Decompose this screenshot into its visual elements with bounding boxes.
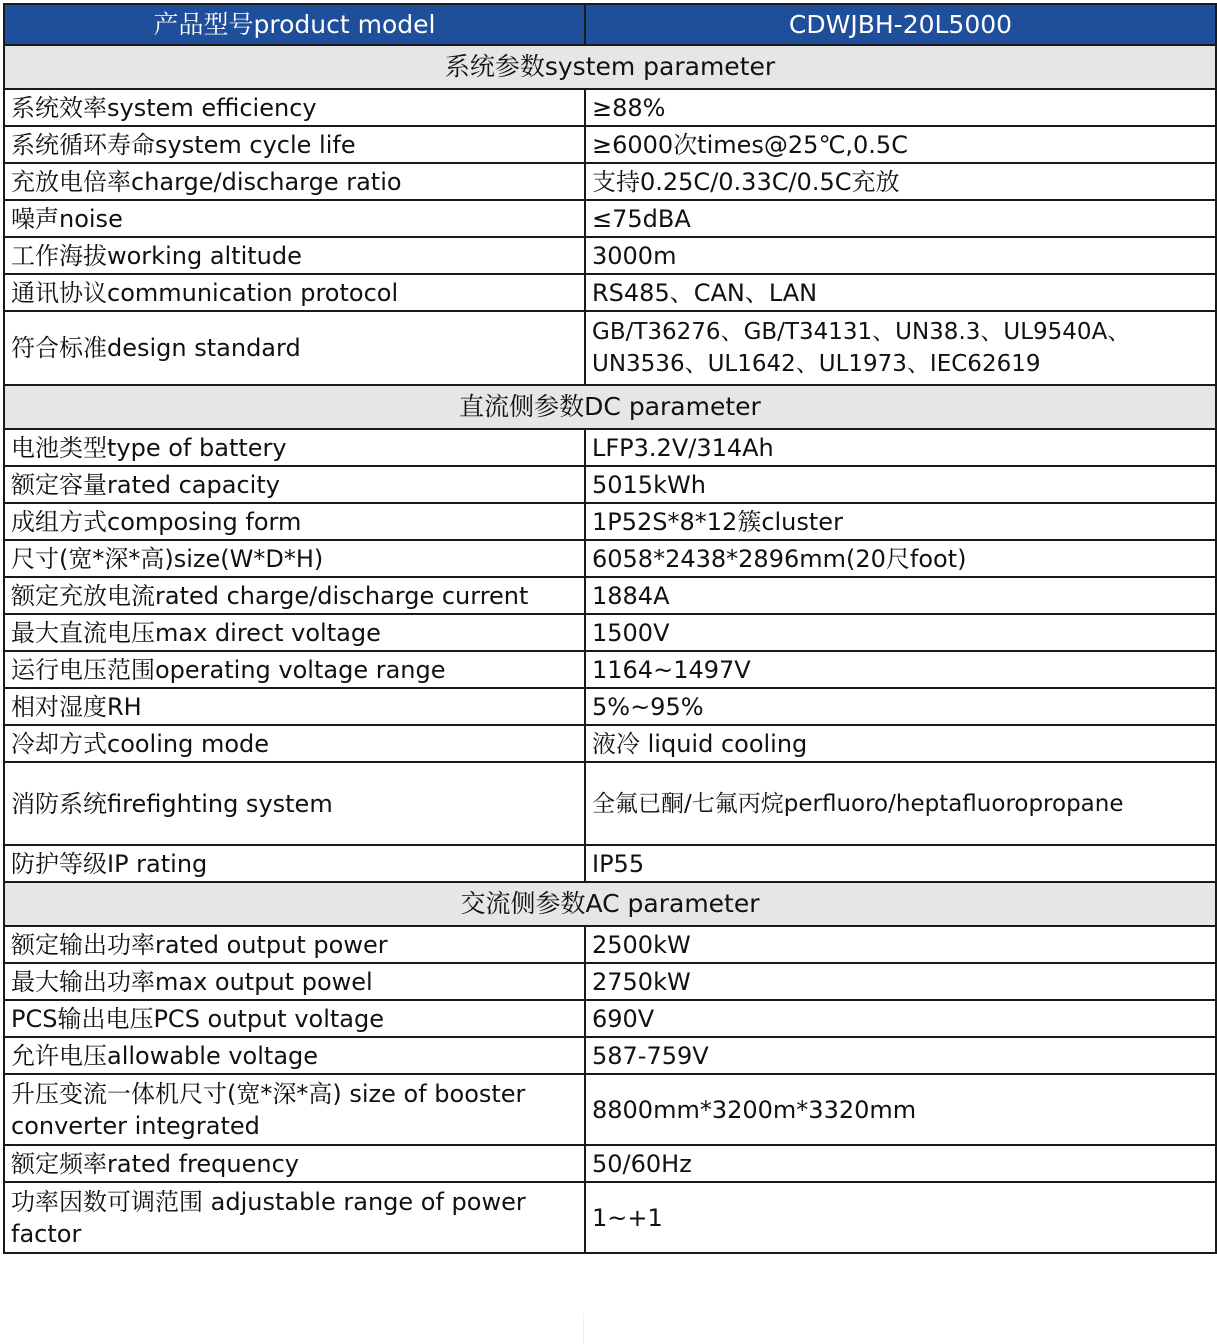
section-row	[4, 882, 1216, 926]
row-label: 最大直流电压max direct voltage	[4, 614, 585, 651]
table-row	[4, 845, 1216, 882]
row-label: 符合标准design standard	[4, 311, 585, 385]
row-label: 运行电压范围operating voltage range	[4, 651, 585, 688]
row-value: 支持0.25C/0.33C/0.5C充放	[585, 163, 1216, 200]
row-value: 全氟已酮/七氟丙烷perfluoro/heptafluoropropane	[585, 762, 1216, 845]
row-label: 系统循环寿命system cycle life	[4, 126, 585, 163]
table-row	[4, 651, 1216, 688]
row-value: 587-759V	[585, 1037, 1216, 1074]
table-row	[4, 688, 1216, 725]
header-value: CDWJBH-20L5000	[585, 4, 1216, 45]
row-value: ≤75dBA	[585, 200, 1216, 237]
row-label: 防护等级IP rating	[4, 845, 585, 882]
section-title-system: 系统参数system parameter	[4, 45, 1216, 89]
table-row	[4, 163, 1216, 200]
table-row	[4, 725, 1216, 762]
row-value: ≥6000次times@25℃,0.5C	[585, 126, 1216, 163]
table-row	[4, 614, 1216, 651]
table-row	[4, 311, 1216, 385]
row-value: 1500V	[585, 614, 1216, 651]
row-label: 额定输出功率rated output power	[4, 926, 585, 963]
row-label: 消防系统firefighting system	[4, 762, 585, 845]
row-value: RS485、CAN、LAN	[585, 274, 1216, 311]
row-value: 1P52S*8*12簇cluster	[585, 503, 1216, 540]
row-label: PCS输出电压PCS output voltage	[4, 1000, 585, 1037]
table-row	[4, 577, 1216, 614]
table-row	[4, 762, 1216, 845]
row-label: 通讯协议communication protocol	[4, 274, 585, 311]
table-row	[4, 1182, 1216, 1253]
header-row	[4, 4, 1216, 45]
row-label: 工作海拔working altitude	[4, 237, 585, 274]
row-label: 功率因数可调范围 adjustable range of power factor	[4, 1182, 585, 1253]
row-value: 液冷 liquid cooling	[585, 725, 1216, 762]
row-label: 尺寸(宽*深*高)size(W*D*H)	[4, 540, 585, 577]
row-label: 电池类型type of battery	[4, 429, 585, 466]
row-value: 2750kW	[585, 963, 1216, 1000]
row-label: 系统效率system efficiency	[4, 89, 585, 126]
section-row	[4, 45, 1216, 89]
table-row	[4, 1074, 1216, 1145]
table-row	[4, 89, 1216, 126]
row-label: 额定频率rated frequency	[4, 1145, 585, 1182]
row-label: 升压变流一体机尺寸(宽*深*高) size of booster converter integrated	[4, 1074, 585, 1145]
table-row	[4, 963, 1216, 1000]
row-value: 690V	[585, 1000, 1216, 1037]
table-row	[4, 126, 1216, 163]
row-value: 50/60Hz	[585, 1145, 1216, 1182]
row-value: 2500kW	[585, 926, 1216, 963]
table-row	[4, 1145, 1216, 1182]
table-row	[4, 466, 1216, 503]
section-title-dc: 直流侧参数DC parameter	[4, 385, 1216, 429]
row-value: GB/T36276、GB/T34131、UN38.3、UL9540A、UN3536、UL1642、UL1973、IEC62619	[585, 311, 1216, 385]
table-row	[4, 200, 1216, 237]
table-row	[4, 429, 1216, 466]
table-row	[4, 926, 1216, 963]
table-row	[4, 237, 1216, 274]
row-value: 1~+1	[585, 1182, 1216, 1253]
table-row	[4, 503, 1216, 540]
row-value: 6058*2438*2896mm(20尺foot)	[585, 540, 1216, 577]
row-label: 额定充放电流rated charge/discharge current	[4, 577, 585, 614]
row-label: 允许电压allowable voltage	[4, 1037, 585, 1074]
row-value: IP55	[585, 845, 1216, 882]
row-label: 相对湿度RH	[4, 688, 585, 725]
table-row	[4, 1037, 1216, 1074]
table-row	[4, 1000, 1216, 1037]
row-label: 冷却方式cooling mode	[4, 725, 585, 762]
section-row	[4, 385, 1216, 429]
row-value: 1884A	[585, 577, 1216, 614]
gridline-divider	[583, 1313, 584, 1344]
row-label: 噪声noise	[4, 200, 585, 237]
table-row	[4, 274, 1216, 311]
row-value: LFP3.2V/314Ah	[585, 429, 1216, 466]
row-value: 3000m	[585, 237, 1216, 274]
row-label: 成组方式composing form	[4, 503, 585, 540]
spec-table	[3, 3, 1217, 1254]
row-label: 充放电倍率charge/discharge ratio	[4, 163, 585, 200]
row-value: 8800mm*3200m*3320mm	[585, 1074, 1216, 1145]
row-value: 1164~1497V	[585, 651, 1216, 688]
row-value: 5%~95%	[585, 688, 1216, 725]
row-value: 5015kWh	[585, 466, 1216, 503]
row-label: 最大输出功率max output powel	[4, 963, 585, 1000]
section-title-ac: 交流侧参数AC parameter	[4, 882, 1216, 926]
row-value: ≥88%	[585, 89, 1216, 126]
header-label: 产品型号product model	[4, 4, 585, 45]
table-row	[4, 540, 1216, 577]
row-label: 额定容量rated capacity	[4, 466, 585, 503]
